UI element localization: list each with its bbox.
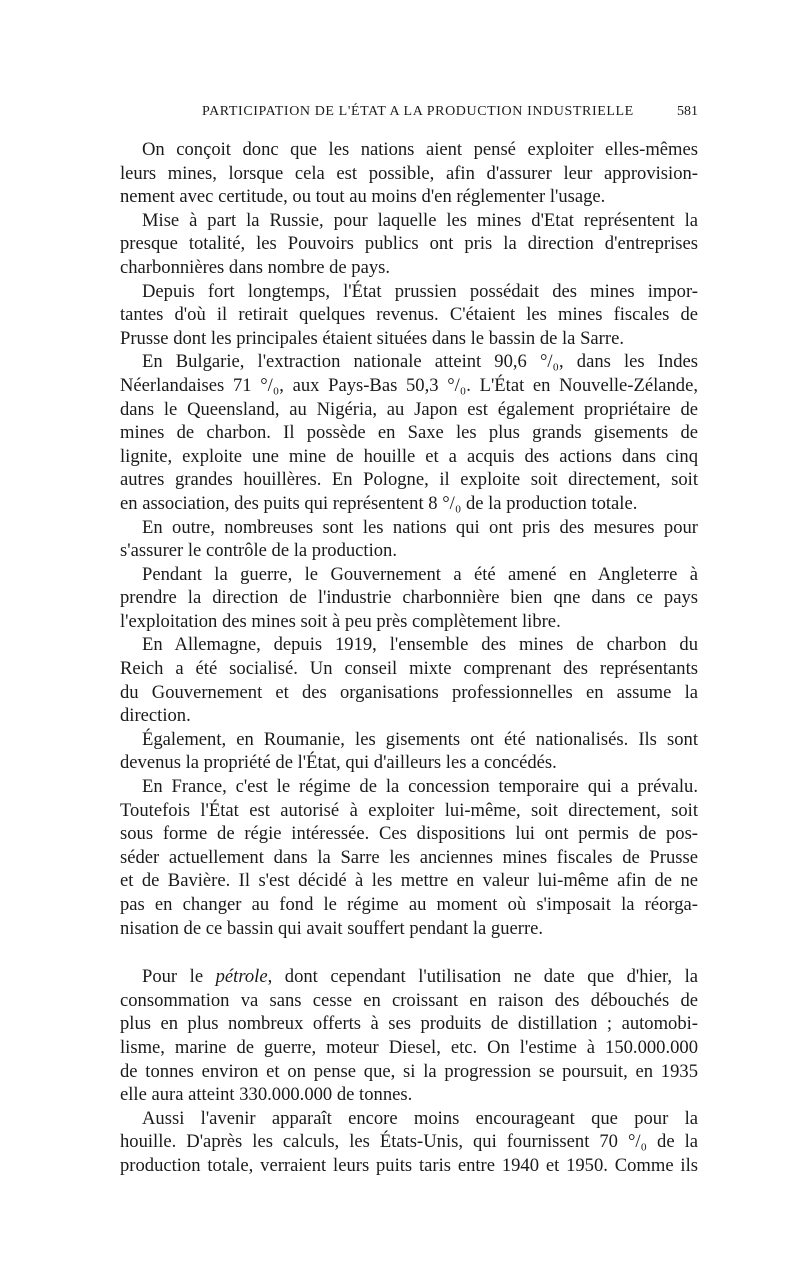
text-line: Aussi l'avenir apparaît encore moins encourageant que pour la	[142, 1107, 698, 1129]
text-line: On conçoit donc que les nations aient pensé exploiter elles-mêmes	[142, 139, 698, 160]
paragraph	[120, 138, 698, 209]
petrole-first-line-before: Pour le	[142, 966, 216, 988]
paragraph	[120, 516, 698, 563]
text-line: plus en plus nombreux offerts à ses produits de distillation ; automobi-	[120, 1013, 698, 1035]
paragraph	[120, 633, 698, 727]
paragraph	[120, 563, 698, 634]
text-line: nement avec certitude, ou tout au moins d'en réglementer l'usage.	[120, 186, 606, 208]
text-line: Pendant la guerre, le Gouvernement a été amené en Angleterre à	[142, 563, 698, 585]
petrole-word: pétrole	[215, 966, 268, 988]
text-line: prendre la direction de l'industrie charbonnière bien qne dans ce pays	[120, 587, 698, 609]
text-line: du Gouvernement et des organisations professionnelles en assume la	[120, 681, 698, 703]
text-line: pas en changer au fond le régime au moment où s'imposait la réorga-	[120, 894, 698, 915]
petrole-paragraph	[120, 965, 698, 1107]
text-line: nisation de ce bassin qui avait souffert pendant la guerre.	[120, 917, 544, 939]
paragraph	[120, 775, 698, 940]
text-line: Reich a été socialisé. Un conseil mixte comprenant des représentants	[120, 658, 698, 680]
text-line: En Allemagne, depuis 1919, l'ensemble des mines de charbon du	[142, 634, 698, 656]
running-head	[120, 104, 698, 124]
text-line: de tonnes environ et on pense que, si la progression se poursuit, en 1935	[120, 1060, 698, 1082]
petrole-first-line-after: , dont cependant l'utilisation ne date que d'hier, la	[267, 966, 699, 988]
text-line: lignite, exploite une mine de houille et a acquis des actions dans cinq	[120, 445, 698, 467]
petrole-lines	[120, 989, 698, 1107]
text-line: s'assurer le contrôle de la production.	[120, 540, 397, 562]
text-line: dans le Queensland, au Nigéria, au Japon est également propriétaire de	[120, 398, 698, 420]
text-line: autres grandes houillères. En Pologne, il exploite soit directement, soit	[120, 469, 698, 491]
text-line: leurs mines, lorsque cela est possible, afin d'assurer leur approvision-	[120, 162, 698, 184]
text-line: et de Bavière. Il s'est décidé à les mettre en valeur lui-même afin de ne	[120, 870, 698, 892]
text-line: direction.	[120, 705, 191, 727]
text-line: production totale, verraient leurs puits taris entre 1940 et 1950. Comme ils	[120, 1154, 698, 1176]
text-line: sous forme de régie intéressée. Ces dispositions lui ont permis de pos-	[120, 823, 698, 845]
text-line: lisme, marine de guerre, moteur Diesel, etc. On l'estime à 150.000.000	[120, 1036, 698, 1058]
paragraph	[120, 280, 698, 351]
text-line: Depuis fort longtemps, l'État prussien possédait des mines impor-	[142, 280, 698, 302]
text-line: Prusse dont les principales étaient situées dans le bassin de la Sarre.	[120, 327, 624, 349]
text-line: houille. D'après les calculs, les États-Unis, qui fournissent 70 °/₀ de la	[120, 1131, 698, 1153]
paragraph	[120, 728, 698, 775]
text-line: presque totalité, les Pouvoirs publics ont pris la direction d'entreprises	[120, 233, 698, 255]
text-line: elle aura atteint 330.000.000 de tonnes.	[120, 1084, 413, 1106]
running-title: PARTICIPATION DE L'ÉTAT A LA PRODUCTION INDUSTRIELLE	[202, 104, 634, 119]
text-line: En France, c'est le régime de la concession temporaire qui a prévalu.	[142, 776, 698, 798]
text-line: devenus la propriété de l'État, qui d'ailleurs les a concédés.	[120, 752, 557, 774]
page-number: 581	[677, 104, 698, 119]
final-paragraph	[120, 1107, 698, 1178]
text-line: en association, des puits qui représentent 8 °/₀ de la production totale.	[120, 492, 638, 514]
text-line: tantes d'où il retirait quelques revenus. C'étaient les mines fiscales de	[120, 304, 698, 326]
paragraph-list	[120, 138, 698, 940]
text-line: Néerlandaises 71 °/₀, aux Pays-Bas 50,3 °/₀. L'État en Nouvelle-Zélande,	[120, 374, 698, 396]
text-line: Toutefois l'État est autorisé à exploiter lui-même, soit directement, soit	[120, 799, 698, 821]
text-line: l'exploitation des mines soit à peu près complètement libre.	[120, 610, 561, 632]
text-line: En Bulgarie, l'extraction nationale atteint 90,6 °/₀, dans les Indes	[142, 351, 698, 373]
text-line: Également, en Roumanie, les gisements ont été nationalisés. Ils sont	[142, 728, 698, 750]
petrole-first-line	[120, 965, 698, 989]
text-line: consommation va sans cesse en croissant en raison des débouchés de	[120, 989, 698, 1011]
text-line: charbonnières dans nombre de pays.	[120, 256, 391, 278]
text-line: Mise à part la Russie, pour laquelle les mines d'Etat représentent la	[142, 209, 698, 231]
section-break	[120, 940, 698, 965]
paragraph	[120, 350, 698, 515]
paragraph	[120, 209, 698, 280]
text-line: En outre, nombreuses sont les nations qui ont pris des mesures pour	[142, 516, 698, 538]
text-line: mines de charbon. Il possède en Saxe les plus grands gisements de	[120, 422, 698, 444]
text-line: séder actuellement dans la Sarre les anciennes mines fiscales de Prusse	[120, 846, 698, 868]
body-text	[120, 138, 698, 1178]
